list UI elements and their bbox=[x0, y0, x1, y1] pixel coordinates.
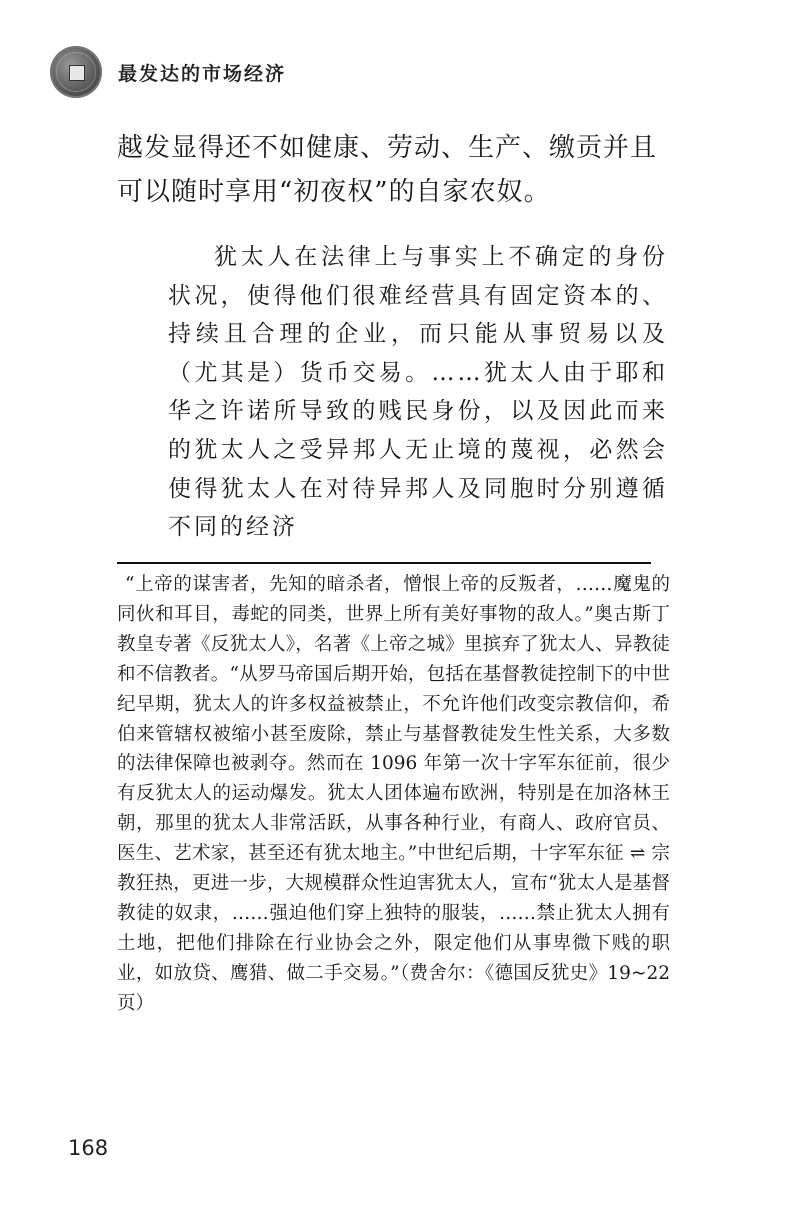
running-header-title: 最发达的市场经济 bbox=[118, 62, 287, 85]
page-number: 168 bbox=[68, 1136, 109, 1160]
footnote: “上帝的谋害者，先知的暗杀者，憎恨上帝的反叛者，……魔鬼的同伙和耳目，毒蛇的同类，世界上所有美好事物的敌人。”奥古斯丁教皇专著《反犹太人》，名著《上帝之城》里摈弃了犹太人、异教徒和不信教者。“从罗马帝国后期开始，包括在基督教徒控制下的中世纪早期，犹太人的许多权益被禁止，不允许他们改变宗教信仰，希伯来管辖权被缩小甚至废除，禁止与基督教徒发生性关系，大多数的法律保障也被剥夺。然而在 1096 年第一次十字军东征前，很少有反犹太人的运动爆发。犹太人团体遍布欧洲，特别是在加洛林王朝，那里的犹太人非常活跃，从事各种行业，有商人、政府官员、医生、艺术家，甚至还有犹太地主。”中世纪后期，十字军东征 ⇌ 宗教狂热，更进一步，大规模群众性迫害犹太人，宣布“犹太人是基督教徒的奴隶，……强迫他们穿上独特的服装，……禁止犹太人拥有土地，把他们排除在行业协会之外，限定他们从事卑微下贱的职业，如放贷、鹰猎、做二手交易。”（费舍尔：《德国反犹史》19~22 页） bbox=[117, 574, 670, 1014]
footnote-divider bbox=[117, 562, 651, 564]
coin-logo-icon bbox=[50, 46, 102, 98]
running-header bbox=[50, 44, 286, 100]
main-paragraph: 越发显得还不如健康、劳动、生产、缴贡并且可以随时享用“初夜权”的自家农奴。 bbox=[117, 133, 658, 207]
block-quote: 犹太人在法律上与事实上不确定的身份状况，使得他们很难经营具有固定资本的、持续且合理的企业，而只能从事贸易以及（尤其是）货币交易。……犹太人由于耶和华之许诺所导致的贱民身份，以及因此而来的犹太人之受异邦人无止境的蔑视，必然会使得犹太人在对待异邦人及同胞时分别遵循不同的经济 bbox=[168, 244, 668, 541]
